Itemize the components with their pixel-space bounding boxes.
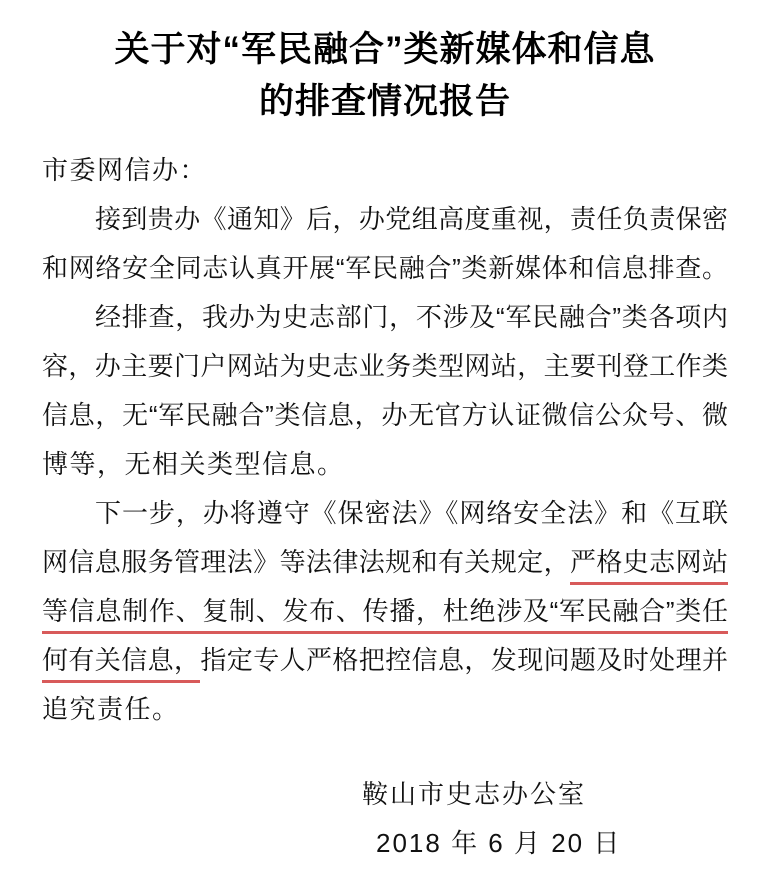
spacer — [42, 734, 728, 770]
title-line-1: 关于对“军民融合”类新媒体和信息 — [114, 30, 656, 69]
text-segment: 追究责任。 — [42, 694, 180, 724]
text-line — [42, 342, 728, 391]
salutation: 市委网信办： — [42, 155, 208, 185]
paragraphs-container — [42, 195, 728, 734]
underlined-text: 何有关信息， — [42, 645, 200, 683]
text-line — [42, 489, 728, 538]
text-line — [42, 195, 728, 244]
text-segment: 容，办主要门户网站为史志业务类型网站，主要刊登工作类 — [42, 351, 728, 381]
signature: 鞍山市史志办公室 — [362, 779, 587, 809]
text-segment: 网信息服务管理法》等法律法规和有关规定， — [42, 547, 570, 577]
text-segment: 下一步，办将遵守《保密法》《网络安全法》和《互联 — [95, 498, 728, 528]
text-segment: 和网络安全同志认真开展“军民融合”类新媒体和信息排查。 — [42, 253, 728, 283]
text-line — [42, 636, 728, 685]
text-line — [42, 440, 728, 489]
title-line-2: 的排查情况报告 — [258, 82, 511, 121]
text-line — [42, 685, 728, 734]
text-line — [42, 538, 728, 587]
text-line — [42, 587, 728, 636]
paragraph — [42, 195, 728, 293]
document-title — [42, 24, 728, 128]
paragraph — [42, 489, 728, 734]
text-segment: 经排查，我办为史志部门，不涉及“军民融合”类各项内 — [95, 302, 728, 332]
text-line — [42, 293, 728, 342]
document-body — [42, 146, 728, 868]
text-line — [42, 244, 728, 293]
text-segment: 信息，无“军民融合”类信息，办无官方认证微信公众号、微 — [42, 400, 728, 430]
text-segment: 博等，无相关类型信息。 — [42, 449, 345, 479]
underlined-text: 严格史志网站 — [570, 547, 728, 585]
paragraph — [42, 293, 728, 489]
text-segment: 指定专人严格把控信息，发现问题及时处理并 — [200, 645, 728, 675]
text-line — [42, 391, 728, 440]
underlined-text: 等信息制作、复制、发布、传播，杜绝涉及“军民融合”类任 — [42, 596, 728, 634]
date: 2018 年 6 月 20 日 — [376, 828, 622, 858]
text-segment: 接到贵办《通知》后，办党组高度重视，责任负责保密 — [95, 204, 728, 234]
